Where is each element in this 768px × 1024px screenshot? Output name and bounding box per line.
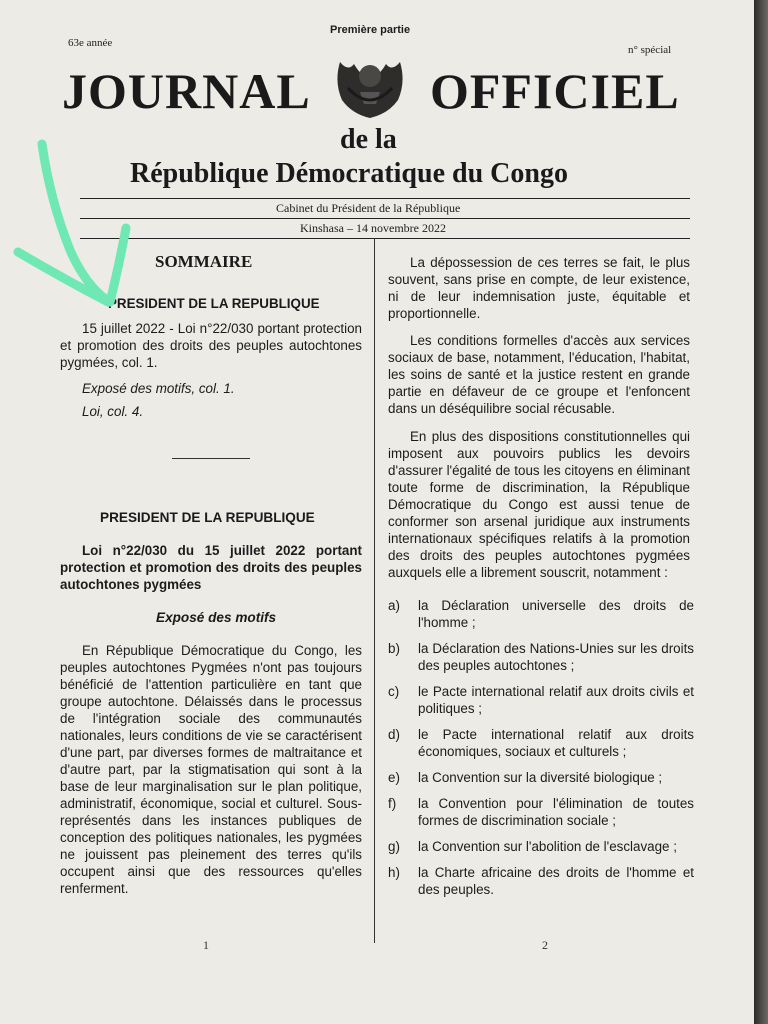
header-rule-bottom — [80, 238, 690, 239]
section-title: PRESIDENT DE LA REPUBLIQUE — [100, 510, 315, 525]
header-rule-top — [80, 198, 690, 199]
sommaire-subtitle: PRESIDENT DE LA REPUBLIQUE — [108, 296, 320, 311]
sommaire-loi: Loi, col. 4. — [82, 404, 144, 419]
expose-body: En République Démocratique du Congo, les peuples autochtones Pygmées n'ont pas toujours bénéficié de l'attention particulière en tant que groupe autochtone. Délaissés dans le processus de l'intégration sociale des communautés nationales, leurs conditions de vie se caractérisent d'une part, par diverses formes de maltraitance et d'autre part, par la stigmatisation qui sont à la base de leur marginalisation sur le plan politique, administratif, économique, social et culturel. Sous-représentés dans les instances publiques de conception des politiques nationales, les pygmées ne jouissent pas pleinement des terres qu'ils occupent ainsi que des ressources qu'elles renferment. — [60, 643, 362, 896]
edition-label: n° spécial — [628, 44, 672, 56]
list-item: b) la Déclaration des Nations-Unies sur les droits des peuples autochtones ; — [388, 641, 694, 673]
page-number-right: 2 — [542, 938, 548, 952]
cabinet-label: Cabinet du Président de la République — [276, 201, 461, 215]
list-item: f) la Convention pour l'élimination de toutes formes de discrimination sociale ; — [388, 796, 694, 828]
header-rule-mid — [80, 218, 690, 219]
masthead-de-la: de la — [340, 124, 397, 155]
expose-heading: Exposé des motifs — [156, 610, 277, 625]
highlight-arrow-icon — [0, 130, 150, 330]
place-date: Kinshasa – 14 novembre 2022 — [300, 221, 446, 235]
list-item: h) la Charte africaine des droits de l'homme et des peuples. — [388, 865, 694, 897]
masthead-left: JOURNAL — [62, 63, 311, 119]
sommaire-expose: Exposé des motifs, col. 1. — [82, 381, 235, 396]
right-para-2: Les conditions formelles d'accès aux services sociaux de base, notamment, l'éducation, l'habitat, les soins de santé et la justice restent en grande partie en défaveur de ce groupe et l'enfoncent dans un déséquilibre social récusable. — [388, 333, 690, 416]
sommaire-title: SOMMAIRE — [155, 252, 253, 271]
year-label: 63e année — [68, 37, 113, 49]
masthead-right: OFFICIEL — [430, 63, 680, 119]
right-para-3: En plus des dispositions constitutionnelles qui imposent aux pouvoirs publics les devoirs d'assurer l'égalité de tous les citoyens en éliminant toute forme de discrimination, la République Démocratique du Congo est aussi tenue de conformer son arsenal juridique aux instruments internationaux spécifiques relatifs à la promotion des droits des peuples autochtones pygmées auxquels elle a librement souscrit, notamment : — [388, 429, 690, 580]
list-item: e) la Convention sur la diversité biologique ; — [388, 770, 663, 785]
sommaire-separator — [172, 458, 250, 459]
law-title: Loi n°22/030 du 15 juillet 2022 portant protection et promotion des droits des peuples autochtones pygmées — [60, 543, 362, 592]
column-divider — [374, 238, 375, 943]
right-para-1: La dépossession de ces terres se fait, le plus souvent, sans prise en compte, de leur existence, ni de leur indemnisation juste, équitable et proportionnelle. — [388, 255, 690, 321]
coat-of-arms-icon — [330, 42, 410, 122]
page-edge-shadow — [754, 0, 768, 1024]
convention-list — [388, 597, 694, 907]
masthead-republic: République Démocratique du Congo — [130, 158, 568, 189]
list-item: d) le Pacte international relatif aux droits économiques, sociaux et culturels ; — [388, 727, 694, 759]
part-label: Première partie — [330, 24, 411, 36]
page-number-left: 1 — [203, 938, 209, 952]
list-item: a) la Déclaration universelle des droits de l'homme ; — [388, 598, 694, 630]
sommaire-entry: 15 juillet 2022 - Loi n°22/030 portant protection et promotion des droits des peuples autochtones pygmées, col. 1. — [60, 321, 362, 370]
list-item: c) le Pacte international relatif aux droits civils et politiques ; — [388, 684, 694, 716]
list-item: g) la Convention sur l'abolition de l'esclavage ; — [388, 839, 677, 854]
